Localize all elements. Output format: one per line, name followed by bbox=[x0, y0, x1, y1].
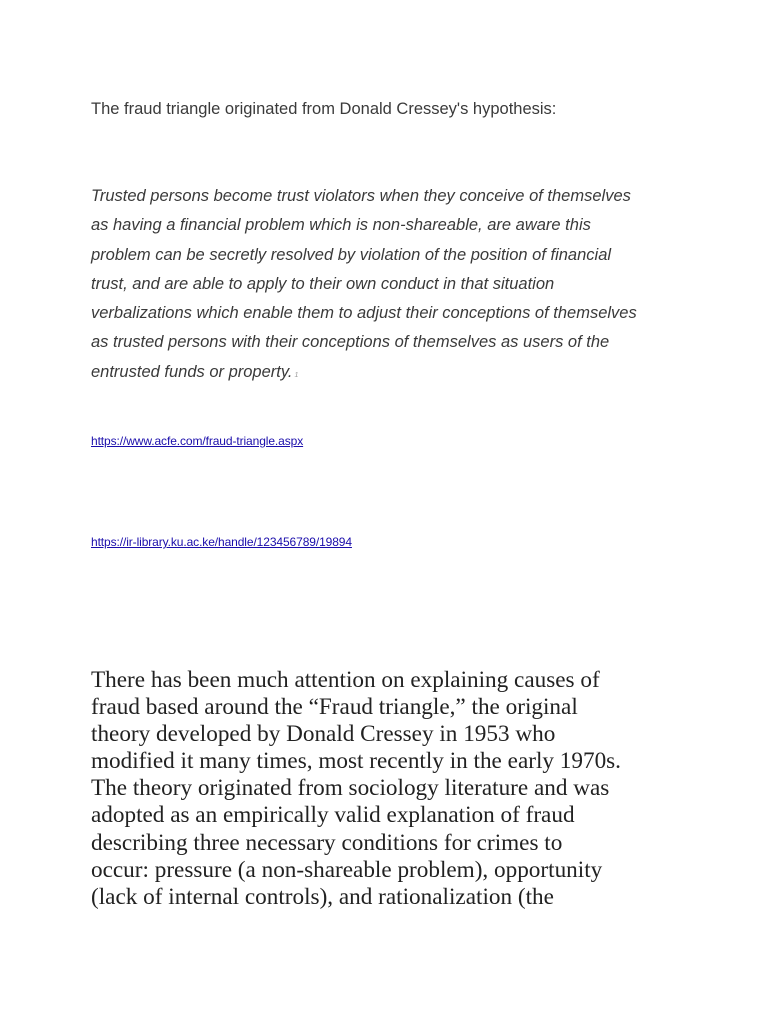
paragraph-line: modified it many times, most recently in the early 1970s. bbox=[91, 748, 621, 775]
quote-line: Trusted persons become trust violators when they conceive of themselves bbox=[91, 187, 631, 205]
paragraph-line: There has been much attention on explaining causes of bbox=[91, 667, 600, 693]
quote-line: as having a financial problem which is non-shareable, are aware this bbox=[91, 216, 591, 235]
fraud-triangle-paragraph bbox=[91, 667, 711, 911]
quote-line: verbalizations which enable them to adjust their conceptions of themselves bbox=[91, 304, 637, 323]
quote-line: as trusted persons with their conceptions of themselves as users of the bbox=[91, 333, 610, 352]
acfe-fraud-triangle-link[interactable]: https://www.acfe.com/fraud-triangle.aspx bbox=[91, 434, 304, 448]
quote-line: trust, and are able to apply to their own conduct in that situation bbox=[91, 274, 555, 293]
paragraph-line: adopted as an empirically valid explanation of fraud bbox=[91, 802, 575, 829]
intro-sentence: The fraud triangle originated from Donald Cressey's hypothesis: bbox=[91, 100, 557, 118]
paragraph-line: (lack of internal controls), and rationalization (the bbox=[91, 883, 554, 910]
quote-line: problem can be secretly resolved by violation of the position of financial bbox=[91, 245, 612, 264]
paragraph-line: describing three necessary conditions for crimes to bbox=[91, 829, 563, 856]
cressey-hypothesis-quote bbox=[91, 182, 691, 390]
paragraph-line: theory developed by Donald Cressey in 1953 who bbox=[91, 721, 556, 748]
quote-line-text: entrusted funds or property. bbox=[91, 362, 293, 381]
footnote-marker: 1 bbox=[294, 371, 299, 379]
paragraph-line: occur: pressure (a non-shareable problem), opportunity bbox=[91, 856, 603, 883]
quote-line-last bbox=[91, 358, 691, 390]
ku-library-link[interactable]: https://ir-library.ku.ac.ke/handle/123456789/19894 bbox=[91, 535, 352, 549]
paragraph-line: fraud based around the “Fraud triangle,” the original bbox=[91, 694, 578, 721]
paragraph-line: The theory originated from sociology literature and was bbox=[91, 775, 610, 802]
